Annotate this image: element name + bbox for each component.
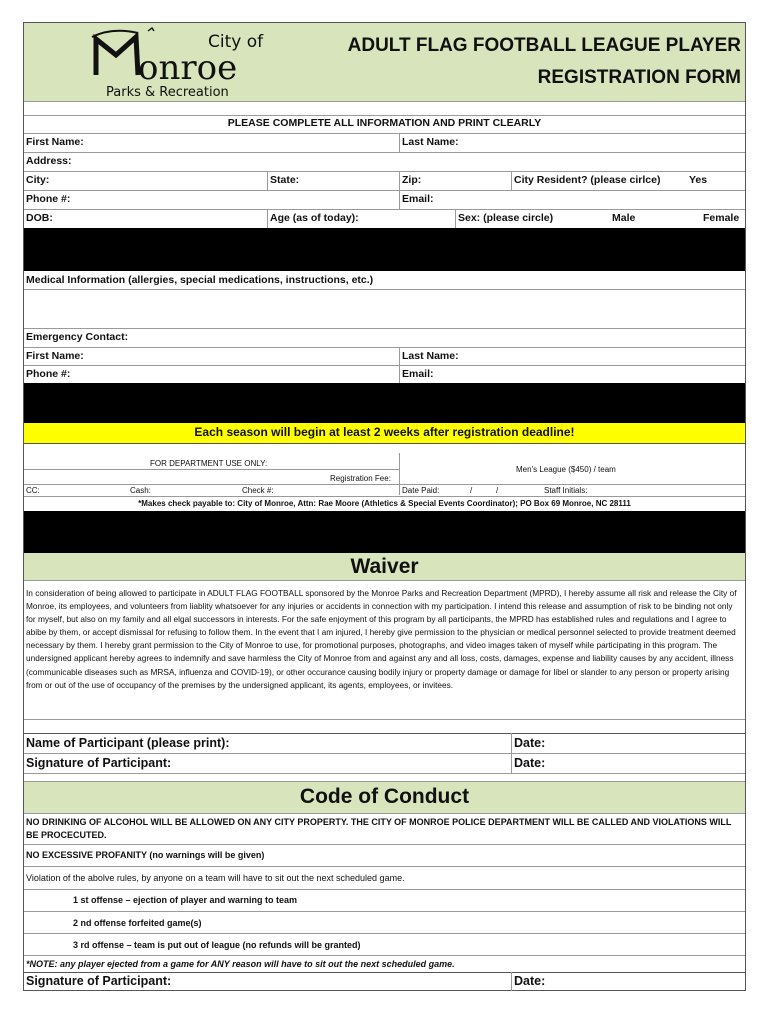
conduct-offense-2: 2 nd offense forfeited game(s) [73, 918, 202, 928]
divider-bar-2 [24, 383, 745, 423]
form-title-line2: REGISTRATION FORM [537, 67, 741, 88]
conduct-signature-field[interactable]: Signature of Participant: [26, 974, 172, 988]
emergency-phone-field[interactable]: Phone #: [26, 368, 71, 380]
conduct-rule-profanity: NO EXCESSIVE PROFANITY (no warnings will be given) [26, 850, 265, 860]
city-of-monroe-logo [82, 25, 282, 99]
waiver-signature-field[interactable]: Signature of Participant: [26, 756, 172, 770]
state-field[interactable]: State: [270, 174, 300, 186]
waiver-date-field-1[interactable]: Date: [514, 736, 546, 750]
dob-field[interactable]: DOB: [26, 212, 53, 224]
check-number-label: Check #: [242, 486, 274, 495]
logo-city-of: City of [208, 32, 264, 52]
sex-male-option[interactable]: Male [612, 212, 636, 224]
emergency-email-field[interactable]: Email: [402, 368, 434, 380]
sex-female-option[interactable]: Female [703, 212, 740, 224]
conduct-title: Code of Conduct [299, 785, 470, 808]
registration-form [23, 22, 746, 991]
age-field[interactable]: Age (as of today): [270, 212, 359, 224]
email-field[interactable]: Email: [402, 193, 434, 205]
address-field[interactable]: Address: [26, 155, 72, 167]
last-name-field[interactable]: Last Name: [402, 136, 459, 148]
form-title-line1: ADULT FLAG FOOTBALL LEAGUE PLAYER [347, 35, 741, 56]
divider-bar-3 [24, 511, 745, 553]
conduct-offense-1: 1 st offense – ejection of player and warning to team [73, 895, 298, 905]
sex-label: Sex: (please circle) [458, 212, 554, 224]
city-resident-label: City Resident? (please cirlce) [514, 174, 661, 186]
dept-use-only-label: FOR DEPARTMENT USE ONLY: [150, 459, 268, 468]
waiver-date-field-2[interactable]: Date: [514, 756, 546, 770]
logo [82, 25, 282, 99]
medical-info-area[interactable] [24, 290, 745, 328]
conduct-offense-3: 3 rd offense – team is put out of league (no refunds will be granted) [73, 940, 361, 950]
season-notice: Each season will begin at least 2 weeks after registration deadline! [194, 425, 575, 439]
check-payable-note: *Makes check payable to: City of Monroe, Attn: Rae Moore (Athletics & Special Events Coordinator); PO Box 69 Monroe, NC 28111 [138, 499, 631, 508]
instruction-text: PLEASE COMPLETE ALL INFORMATION AND PRINT CLEARLY [227, 117, 542, 129]
zip-field[interactable]: Zip: [402, 174, 422, 186]
waiver-text: In consideration of being allowed to participate in ADULT FLAG FOOTBALL sponsored by the Monroe Parks and Recreation Department (MPRD), I hereby assume all risk and release the City of Monroe, its employees, and volunteers from liablity whatsoever for any injuries or accidents in connection with my participation. I intend this release and assumption of risk to be binding not only for myself, but also on my family and all elgal successors in interests. For the safe enjoyment of this program by all participants, the MPRD has established rules and regulations and I agree to abibe by them, or accept dismissal for refusing to follow them. In the event that I am injured, I hereby give permission to the physician or medical personnel selected to provide treatment deemed necessary by them. I hereby grant permission to the City of Monroe to use, for promotional purposes, photographs, and video images taken of myself while participating in this program. The undersigned applicant hereby agrees to indemnify and save harmless the City of Monroe from and against any and all loss, costs, damages, expense and liability causes by any accident, illness (communicable diseases such as MRSA, influenza and COVID-19), or other occurance causing bodily injury or property damage or damage for libel or slander to any person or property arising from or out of the use of occupancy of the premises by the undersigned applicant, its agents, employees, or invitees. [26, 588, 737, 690]
medical-info-label: Medical Information (allergies, special medications, instructions, etc.) [26, 274, 374, 286]
date-slash-2: / [496, 486, 499, 495]
divider-bar-1 [24, 228, 745, 271]
waiver-title: Waiver [350, 555, 419, 578]
city-field[interactable]: City: [26, 174, 50, 186]
phone-field[interactable]: Phone #: [26, 193, 71, 205]
emergency-first-name-field[interactable]: First Name: [26, 350, 84, 362]
logo-name: onroe [138, 48, 238, 88]
emergency-heading: Emergency Contact: [26, 331, 129, 343]
first-name-field[interactable]: First Name: [26, 136, 84, 148]
participant-name-field[interactable]: Name of Participant (please print): [26, 736, 230, 750]
conduct-rule-alcohol: NO DRINKING OF ALCOHOL WILL BE ALLOWED ON ANY CITY PROPERTY. THE CITY OF MONROE POLICE DEPARTMENT WILL BE CALLED AND VIOLATIONS WILL BE PROCECUTED. [26, 817, 732, 840]
league-fee-text: Men's League ($450) / team [516, 465, 616, 474]
date-slash-1: / [470, 486, 473, 495]
emergency-last-name-field[interactable]: Last Name: [402, 350, 459, 362]
cc-label: CC: [26, 486, 40, 495]
conduct-date-field[interactable]: Date: [514, 974, 546, 988]
resident-yes-option[interactable]: Yes [689, 174, 708, 186]
registration-fee-label: Registration Fee: [330, 474, 391, 483]
logo-subtitle: Parks & Recreation [106, 85, 229, 99]
date-paid-label: Date Paid: [402, 486, 440, 495]
conduct-rule-violation: Violation of the abolve rules, by anyone on a team will have to sit out the next scheduled game. [26, 873, 405, 883]
cash-label: Cash: [130, 486, 151, 495]
staff-initials-label: Staff Initials: [544, 486, 588, 495]
conduct-ejection-note: *NOTE: any player ejected from a game for ANY reason will have to sit out the next scheduled game. [26, 959, 455, 969]
